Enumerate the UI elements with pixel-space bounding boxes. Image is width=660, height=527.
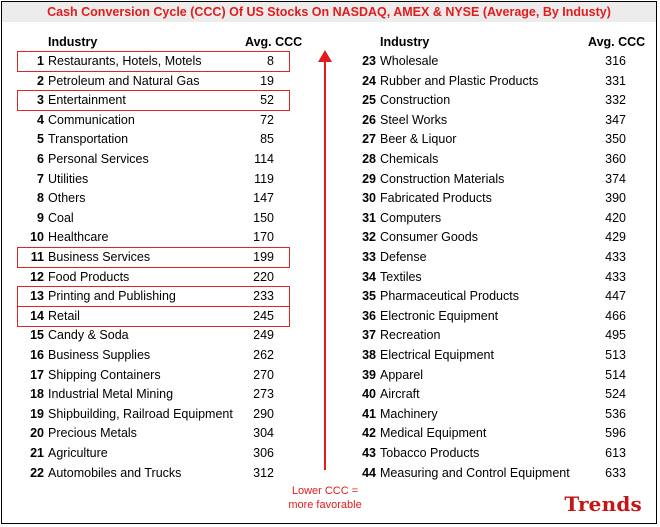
rank-number: 8 (37, 191, 44, 206)
industry-name: Chemicals (380, 152, 439, 166)
table-row (20, 326, 280, 345)
table-row (352, 287, 642, 306)
industry-name: Measuring and Control Equipment (380, 465, 570, 480)
industry-name: Healthcare (48, 230, 109, 245)
table-row (352, 228, 642, 247)
table-row (352, 91, 642, 110)
ccc-value: 249 (253, 328, 274, 343)
ccc-value: 304 (253, 426, 274, 441)
ccc-value: 332 (605, 93, 626, 108)
industry-name: Textiles (380, 269, 422, 284)
industry-name: Shipbuilding, Railroad Equipment (48, 406, 233, 421)
ccc-value: 524 (605, 387, 626, 402)
rank-number: 40 (362, 387, 376, 402)
industry-name: Computers (380, 210, 442, 225)
ccc-value: 150 (253, 210, 274, 225)
industry-name: Business Services (48, 250, 151, 264)
industry-name: Shipping Containers (48, 367, 161, 382)
table-row (352, 111, 642, 130)
rank-number: 23 (362, 54, 376, 68)
ccc-value: 147 (253, 191, 274, 206)
rank-number: 41 (362, 406, 376, 421)
rank-number: 13 (30, 289, 44, 304)
table-row (352, 150, 642, 169)
ccc-value: 350 (605, 132, 626, 147)
table-row (352, 268, 642, 287)
ccc-value: 316 (605, 54, 626, 68)
ccc-value: 596 (605, 426, 626, 441)
industry-name: Beer & Liquor (380, 132, 457, 147)
industry-name: Entertainment (48, 93, 126, 108)
industry-name: Fabricated Products (380, 191, 492, 206)
table-row (352, 385, 642, 404)
table-row (20, 72, 280, 91)
ccc-value: 312 (253, 465, 274, 480)
table-row (352, 130, 642, 149)
table-row (20, 170, 280, 189)
table-row (20, 130, 280, 149)
industry-name: Restaurants, Hotels, Motels (48, 54, 202, 68)
table-row (352, 307, 642, 326)
rank-number: 38 (362, 348, 376, 362)
highlight-box (17, 247, 290, 268)
ccc-value: 19 (260, 73, 274, 88)
industry-name: Construction (380, 93, 451, 108)
rank-number: 44 (362, 465, 376, 480)
ccc-value: 613 (605, 446, 626, 460)
table-row (352, 189, 642, 208)
rank-number: 16 (30, 348, 44, 362)
rank-number: 43 (362, 446, 376, 460)
rank-number: 36 (362, 308, 376, 323)
industry-name: Communication (48, 112, 135, 127)
rank-number: 30 (362, 191, 376, 206)
ccc-value: 85 (260, 132, 274, 147)
table-row (20, 111, 280, 130)
table-row (352, 209, 642, 228)
rank-number: 14 (30, 308, 44, 323)
ccc-value: 433 (605, 269, 626, 284)
table-row (20, 405, 280, 424)
industry-name: Apparel (380, 367, 424, 382)
ccc-value: 420 (605, 210, 626, 225)
right-industry-header: Industry (380, 35, 430, 49)
page-title: Cash Conversion Cycle (CCC) Of US Stocks On NASDAQ, AMEX & NYSE (Average, By Industy) (2, 2, 656, 22)
ccc-value: 390 (605, 191, 626, 206)
ccc-value: 495 (605, 328, 626, 343)
ccc-value: 199 (253, 250, 274, 264)
rank-number: 12 (30, 269, 44, 284)
highlight-box (17, 286, 290, 307)
ccc-value: 114 (254, 152, 274, 166)
industry-name: Automobiles and Trucks (48, 465, 182, 480)
industry-name: Utilities (48, 171, 89, 186)
industry-name: Petroleum and Natural Gas (48, 73, 200, 88)
industry-name: Machinery (380, 406, 438, 421)
table-row (20, 346, 280, 365)
ccc-value: 270 (253, 367, 274, 382)
rank-number: 32 (362, 230, 376, 245)
ccc-value: 8 (267, 54, 274, 68)
ccc-value: 360 (605, 152, 626, 166)
table-row (352, 72, 642, 91)
table-row (20, 385, 280, 404)
ccc-value: 233 (253, 289, 274, 304)
table-row (352, 464, 642, 483)
ccc-value: 633 (605, 465, 626, 480)
table-row (352, 170, 642, 189)
industry-name: Recreation (380, 328, 441, 343)
industry-name: Agriculture (48, 446, 108, 460)
industry-name: Candy & Soda (48, 328, 129, 343)
table-row (352, 405, 642, 424)
table-row (20, 150, 280, 169)
table-row (352, 444, 642, 463)
table-row (20, 424, 280, 443)
ccc-value: 514 (605, 367, 626, 382)
rank-number: 33 (362, 250, 376, 264)
infographic-frame (1, 1, 657, 524)
industry-name: Tobacco Products (380, 446, 480, 460)
highlight-box (17, 51, 290, 72)
ccc-value: 447 (605, 289, 626, 304)
industry-name: Steel Works (380, 112, 448, 127)
arrow-up-icon (318, 50, 332, 62)
industry-name: Defense (380, 250, 427, 264)
ccc-value: 273 (253, 387, 274, 402)
rank-number: 37 (362, 328, 376, 343)
rank-number: 22 (30, 465, 44, 480)
table-row (352, 346, 642, 365)
left-ccc-header: Avg. CCC (245, 35, 303, 49)
industry-name: Construction Materials (380, 171, 505, 186)
industry-name: Business Supplies (48, 348, 151, 362)
rank-number: 6 (37, 152, 44, 166)
ccc-value: 466 (605, 308, 626, 323)
table-row (20, 444, 280, 463)
rank-number: 10 (30, 230, 44, 245)
table-row (352, 248, 642, 267)
ccc-value: 433 (605, 250, 626, 264)
ccc-value: 429 (605, 230, 626, 245)
arrow-line (324, 60, 326, 470)
industry-name: Aircraft (380, 387, 420, 402)
ccc-value: 536 (605, 406, 626, 421)
table-row (20, 366, 280, 385)
highlight-box (17, 306, 290, 327)
rank-number: 4 (37, 112, 44, 127)
rank-number: 27 (362, 132, 376, 147)
lower-ccc-note (265, 484, 385, 512)
rank-number: 2 (37, 73, 44, 88)
ccc-value: 331 (605, 73, 626, 88)
brand-logo: Trends (564, 492, 642, 516)
table-row (20, 189, 280, 208)
ccc-value: 245 (253, 308, 274, 323)
ccc-value: 306 (253, 446, 274, 460)
rank-number: 20 (30, 426, 44, 441)
industry-name: Coal (48, 210, 74, 225)
highlight-box (17, 90, 290, 111)
ccc-value: 347 (605, 112, 626, 127)
ccc-value: 513 (605, 348, 626, 362)
rank-number: 21 (30, 446, 44, 460)
rank-number: 18 (30, 387, 44, 402)
industry-name: Rubber and Plastic Products (380, 73, 539, 88)
rank-number: 34 (362, 269, 376, 284)
rank-number: 1 (37, 54, 44, 68)
rank-number: 31 (362, 210, 376, 225)
rank-number: 25 (362, 93, 376, 108)
rank-number: 24 (362, 73, 376, 88)
rank-number: 15 (30, 328, 44, 343)
rank-number: 39 (362, 367, 376, 382)
industry-name: Transportation (48, 132, 129, 147)
table-row (20, 464, 280, 483)
rank-number: 35 (362, 289, 376, 304)
ccc-value: 290 (253, 406, 274, 421)
table-row (20, 209, 280, 228)
rank-number: 5 (37, 132, 44, 147)
rank-number: 19 (30, 406, 44, 421)
ccc-value: 374 (605, 171, 626, 186)
ccc-value: 170 (253, 230, 274, 245)
industry-name: Others (48, 191, 86, 206)
table-row (20, 268, 280, 287)
industry-name: Consumer Goods (380, 230, 478, 245)
table-row (352, 326, 642, 345)
table-row (352, 52, 642, 71)
table-row (20, 228, 280, 247)
ccc-value: 119 (254, 171, 274, 186)
industry-name: Medical Equipment (380, 426, 487, 441)
industry-name: Industrial Metal Mining (48, 387, 174, 402)
rank-number: 17 (30, 367, 44, 382)
note-line-2: more favorable (288, 499, 362, 511)
rank-number: 11 (30, 250, 44, 264)
rank-number: 3 (37, 93, 44, 108)
industry-name: Electronic Equipment (380, 308, 499, 323)
left-industry-header: Industry (48, 35, 98, 49)
note-line-1: Lower CCC = (291, 485, 359, 497)
industry-name: Retail (48, 308, 80, 323)
industry-name: Printing and Publishing (48, 289, 176, 304)
rank-number: 28 (362, 152, 376, 166)
industry-name: Electrical Equipment (380, 348, 494, 362)
ccc-value: 262 (253, 348, 274, 362)
industry-name: Precious Metals (48, 426, 137, 441)
ccc-value: 220 (253, 269, 274, 284)
right-ccc-header: Avg. CCC (588, 35, 646, 49)
industry-name: Personal Services (48, 152, 149, 166)
rank-number: 29 (362, 171, 376, 186)
rank-number: 9 (37, 210, 44, 225)
industry-name: Wholesale (380, 54, 439, 68)
industry-name: Food Products (48, 269, 130, 284)
rank-number: 7 (37, 171, 44, 186)
table-row (352, 366, 642, 385)
table-row (352, 424, 642, 443)
rank-number: 42 (362, 426, 376, 441)
rank-number: 26 (362, 112, 376, 127)
ccc-value: 52 (260, 93, 274, 108)
industry-name: Pharmaceutical Products (380, 289, 519, 304)
ccc-value: 72 (260, 112, 274, 127)
